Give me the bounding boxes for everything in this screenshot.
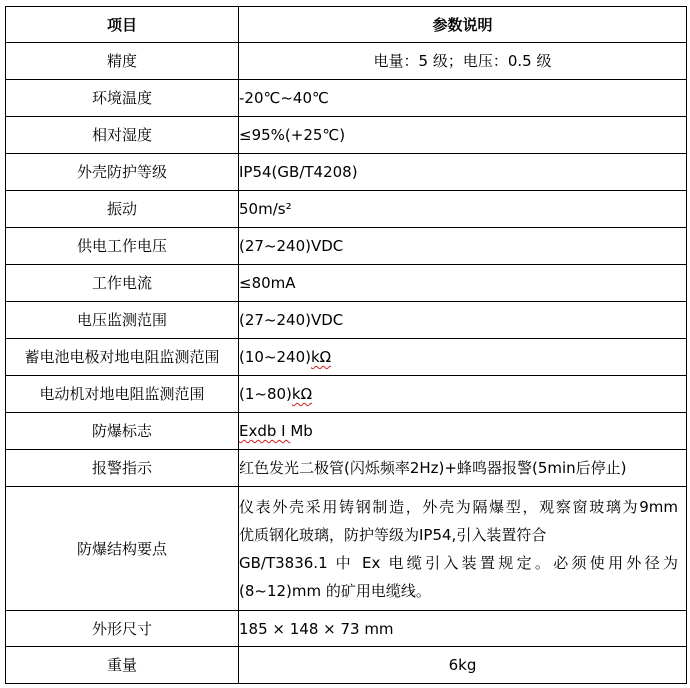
row-label: 重量 xyxy=(6,647,239,684)
row-label: 外形尺寸 xyxy=(6,611,239,647)
table-row xyxy=(6,487,687,611)
table-row xyxy=(6,376,687,413)
spec-table xyxy=(5,6,687,684)
explosion-mark: Exdb I xyxy=(239,422,291,440)
row-value: 电量：5 级；电压：0.5 级 xyxy=(239,43,687,80)
header-description: 参数说明 xyxy=(239,7,687,43)
row-label: 振动 xyxy=(6,191,239,228)
table-row xyxy=(6,43,687,80)
value-range: (1~80) xyxy=(239,385,292,403)
row-label: 电压监测范围 xyxy=(6,302,239,339)
row-value: -20℃~40℃ xyxy=(239,80,687,117)
row-value: 185 × 148 × 73 mm xyxy=(239,611,687,647)
row-value: ≤80mA xyxy=(239,265,687,302)
table-row xyxy=(6,611,687,647)
row-value: IP54(GB/T4208) xyxy=(239,154,687,191)
row-label: 环境温度 xyxy=(6,80,239,117)
table-header-row xyxy=(6,7,687,43)
text-line: (8~12)mm 的矿用电缆线。 xyxy=(239,581,431,600)
row-label: 工作电流 xyxy=(6,265,239,302)
row-label: 防爆结构要点 xyxy=(6,487,239,611)
table-row xyxy=(6,228,687,265)
row-value: 6kg xyxy=(239,647,687,684)
row-value: (27~240)VDC xyxy=(239,228,687,265)
table-row xyxy=(6,450,687,487)
text-line: GB/T3836.1 中 Ex 电缆引入装置规定。必须使用外径为 xyxy=(239,553,678,572)
row-value xyxy=(239,376,687,413)
explosion-level: Mb xyxy=(290,422,313,440)
row-value xyxy=(239,413,687,450)
row-label: 相对湿度 xyxy=(6,117,239,154)
row-value-multiline xyxy=(239,487,687,611)
row-label: 报警指示 xyxy=(6,450,239,487)
row-label: 电动机对地电阻监测范围 xyxy=(6,376,239,413)
table-row xyxy=(6,191,687,228)
table-row xyxy=(6,80,687,117)
text-line: 优质钢化玻璃，防护等级为IP54,引入装置符合 xyxy=(239,525,547,544)
value-unit: kΩ xyxy=(311,348,332,366)
table-row xyxy=(6,265,687,302)
value-range: (10~240) xyxy=(239,348,311,366)
table-row xyxy=(6,647,687,684)
text-line: 仪表外壳采用铸钢制造，外壳为隔爆型，观察窗玻璃为9mm xyxy=(239,497,678,516)
table-row xyxy=(6,154,687,191)
header-item: 项目 xyxy=(6,7,239,43)
row-label: 蓄电池电极对地电阻监测范围 xyxy=(6,339,239,376)
row-value xyxy=(239,339,687,376)
row-value: 50m/s² xyxy=(239,191,687,228)
table-row xyxy=(6,117,687,154)
table-row xyxy=(6,339,687,376)
row-label: 供电工作电压 xyxy=(6,228,239,265)
row-value: ≤95%(+25℃) xyxy=(239,117,687,154)
table-row xyxy=(6,413,687,450)
value-unit: kΩ xyxy=(291,385,313,403)
row-value: 红色发光二极管(闪烁频率2Hz)+蜂鸣器报警(5min后停止) xyxy=(239,450,687,487)
row-value: (27~240)VDC xyxy=(239,302,687,339)
row-label: 精度 xyxy=(6,43,239,80)
row-label: 防爆标志 xyxy=(6,413,239,450)
row-label: 外壳防护等级 xyxy=(6,154,239,191)
table-row xyxy=(6,302,687,339)
